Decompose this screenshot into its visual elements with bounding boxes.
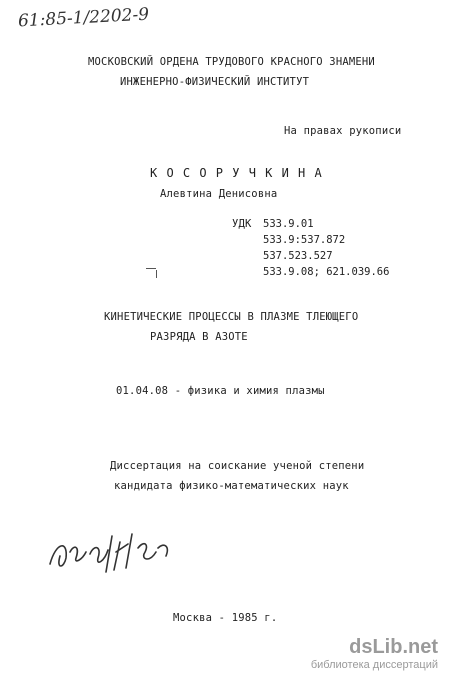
- author-surname: К О С О Р У Ч К И Н А: [150, 166, 323, 180]
- city-year: Москва - 1985 г.: [173, 612, 278, 624]
- rights-note: На правах рукописи: [284, 125, 402, 137]
- author-given-names: Алевтина Денисовна: [160, 188, 278, 200]
- udk-code: 533.9.01: [263, 218, 314, 230]
- specialty-code: 01.04.08 - физика и химия плазмы: [116, 385, 325, 397]
- dissertation-title-line-1: КИНЕТИЧЕСКИЕ ПРОЦЕССЫ В ПЛАЗМЕ ТЛЕЮЩЕГО: [104, 311, 359, 323]
- watermark: [311, 636, 438, 671]
- watermark-logo: dsLib.net: [349, 636, 438, 658]
- udk-code: 533.9:537.872: [263, 234, 346, 246]
- institution-line-1: МОСКОВСКИЙ ОРДЕНА ТРУДОВОГО КРАСНОГО ЗНАМЕНИ: [88, 56, 375, 68]
- institution-line-2: ИНЖЕНЕРНО-ФИЗИЧЕСКИЙ ИНСТИТУТ: [120, 76, 310, 88]
- purpose-line-1: Диссертация на соискание ученой степени: [110, 460, 365, 472]
- purpose-line-2: кандидата физико-математических наук: [114, 480, 349, 492]
- watermark-subtitle: библиотека диссертаций: [310, 659, 438, 671]
- archive-number: 61:85-1/2202-9: [17, 4, 150, 32]
- stray-mark: [146, 268, 156, 269]
- stray-mark: [156, 270, 157, 278]
- dissertation-title-line-2: РАЗРЯДА В АЗОТЕ: [150, 331, 248, 343]
- handwritten-signature: [46, 522, 176, 580]
- udk-code: 533.9.08; 621.039.66: [263, 266, 390, 278]
- udk-code: 537.523.527: [263, 250, 333, 262]
- udk-label: УДК: [232, 218, 252, 230]
